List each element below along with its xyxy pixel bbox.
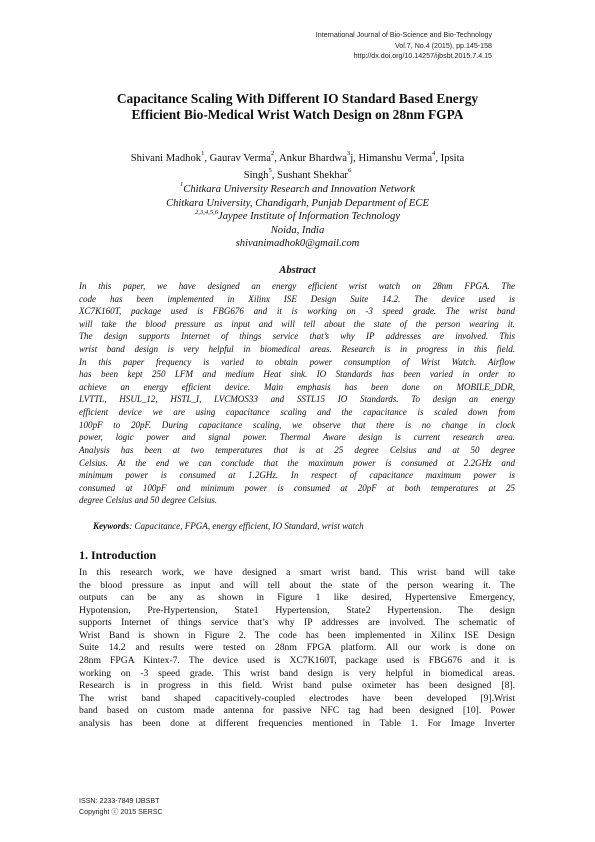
keywords-label: Keywords: [93, 521, 130, 531]
author-separator: ,: [271, 169, 278, 181]
title-line-1: Capacitance Scaling With Different IO Standard Based Energy: [116, 91, 479, 106]
abstract-line: efficient device we are using capacitance scaling and the capacitance is scaled down from: [79, 407, 515, 418]
author-separator: j,: [350, 153, 359, 164]
abstract-line: achieve an energy efficient device. Main emphasis has been done on MOBILE_DDR,: [79, 381, 515, 392]
journal-volume: Vol.7, No.4 (2015), pp.145-158: [394, 41, 492, 50]
author-name: Singh: [243, 169, 269, 181]
introduction-line: The wrist band shaped capacitively-coupled electrodes have been developed [9].Wrist: [79, 692, 515, 704]
introduction-line: Suite 14.2 and results were tested on 28nm FPGA platform. All our work is done on: [79, 642, 515, 654]
introduction-line: analysis has been done at different frequencies mentioned in Table 1. For Image Inverter: [79, 717, 515, 729]
affiliation-2-location: Noida, India: [270, 224, 325, 236]
author-list: [0, 151, 595, 184]
author-email[interactable]: shivanimadhok0@gmail.com: [235, 238, 360, 250]
author-affiliation-sup: 1: [201, 150, 205, 158]
affiliations: [0, 183, 595, 251]
abstract-line: power, logic power and signal power. Thermal Aware design is current research area.: [79, 432, 515, 443]
page-footer: [79, 796, 279, 817]
affiliation-1-sup: 1: [179, 181, 184, 189]
affiliation-2-text: Jaypee Institute of Information Technology: [218, 211, 401, 223]
introduction-body: [79, 567, 515, 730]
author-affiliation-sup: 6: [347, 166, 352, 174]
section-heading-introduction: 1. Introduction: [79, 548, 157, 562]
abstract-line: Celsius. At the end we can conclude that the maximum power is consumed at 2.2GHz and: [79, 457, 515, 468]
affiliation-2-sup: 2,3,4,5,6: [194, 208, 219, 216]
author-separator: ,: [435, 153, 441, 164]
author-name: Sushant Shekhar: [277, 169, 348, 181]
abstract-line: The design supports Internet of things service that’s why IP addresses are involved. This: [79, 331, 515, 342]
author-name: Himanshu Verma: [358, 153, 433, 164]
author-affiliation-sup: 2: [270, 150, 275, 158]
author-separator: ,: [204, 153, 210, 164]
author-line-2: [0, 168, 595, 185]
author-name: Gaurav Verma: [209, 153, 271, 164]
author-separator: ,: [274, 153, 279, 164]
abstract-line: consumed at 100pF and minimum power is consumed at 20pF at both temperatures at 25: [79, 482, 515, 493]
introduction-line: outputs can be any as shown in Figure 1 like desired, Hypertensive Emergency,: [79, 592, 515, 604]
journal-doi-link[interactable]: http://dx.doi.org/10.14257/ijbsbt.2015.7.4.15: [353, 52, 492, 61]
introduction-line: supports Internet of things service that’s why IP addresses are involved. The schematic of: [79, 617, 515, 629]
introduction-line: Wrist Band is shown in Figure 2. The code has been implemented in Xilinx ISE Design: [79, 629, 515, 641]
affiliation-1: [0, 183, 595, 197]
author-affiliation-sup: 4: [432, 150, 436, 158]
author-name: Ankur Bhardwa: [278, 153, 347, 164]
abstract-heading: Abstract: [279, 265, 316, 276]
abstract-body: [79, 280, 515, 507]
footer-issn: ISSN: 2233-7849 IJBSBT: [79, 797, 160, 805]
journal-header: [192, 30, 492, 62]
abstract-line: has been kept 250 LFM and medium Heat sink. IO Standards has been varied in order to: [79, 369, 515, 380]
author-affiliation-sup: 5: [268, 166, 272, 174]
introduction-line: 28nm FPGA Kintex-7. The device used is XC7K160T, package used is FBG676 and it is: [79, 654, 515, 666]
author-name: Shivani Madhok: [130, 153, 202, 164]
keywords-text: : Capacitance, FPGA, energy efficient, IO Standard, wrist watch: [129, 521, 364, 531]
affiliation-1-dept: Chitkara University, Chandigarh, Punjab Department of ECE: [166, 197, 429, 209]
abstract-line: 100pF to 20pF. During capacitance scaling, we observe that there is no change in clock: [79, 419, 515, 430]
affiliation-1-text: Chitkara University Research and Innovation Network: [183, 184, 416, 195]
journal-name: International Journal of Bio-Science and Bio-Technology: [315, 31, 492, 39]
author-affiliation-sup: 3: [346, 150, 351, 158]
abstract-line: In this paper frequency is varied to obtain power consumption of Wrist Watch. Airflow: [79, 356, 515, 367]
introduction-line: Research is in progress in this field. Wrist band pulse oximeter has been designed [8].: [79, 680, 515, 692]
abstract-line: Analysis has been at two temperatures that is at 25 degree Celsius and at 50 degree: [79, 444, 515, 455]
author-line-1: [0, 151, 595, 168]
affiliation-2: [0, 210, 595, 224]
introduction-line: Hypotension, Pre-Hypertension, State1 Hypertension, State2 Hypertension. The design: [79, 604, 515, 616]
abstract-line: code has been implemented in Xilinx ISE Design Suite 14.2. The device used is: [79, 293, 515, 304]
abstract-line: LVTTL, HSUL_12, HSTL_I, LVCMOS33 and SSTL15 IO Standards. To design an energy: [79, 394, 515, 405]
abstract-line: XC7K160T, package used is FBG676 and it is working on -3 speed grade. The wrist band: [79, 306, 515, 317]
introduction-line: band based on custom made antenna for passive NFC tag had been designed [10]. Power: [79, 705, 515, 717]
abstract-line: In this paper, we have designed an energy efficient wrist watch on 28nm FPGA. The: [79, 281, 515, 291]
introduction-line: In this research work, we have designed a smart wrist band. This wrist band will take: [79, 567, 515, 578]
paper-title: [0, 91, 595, 123]
title-line-2: Efficient Bio-Medical Wrist Watch Design on 28nm FGPA: [131, 107, 464, 123]
footer-copyright: Copyright ⓒ 2015 SERSC: [79, 807, 163, 816]
keywords: [93, 520, 523, 532]
introduction-line: the blood pressure as input and will tell about the state of the person wearing it. The: [79, 579, 515, 591]
author-name: Ipsita: [440, 153, 465, 164]
abstract-line: wrist band design is very helpful in biomedical areas. Research is in progress in this field.: [79, 344, 515, 355]
abstract-line: will take the blood pressure as input and will tell about the state of the person wearing it.: [79, 318, 515, 329]
introduction-line: working on -3 speed grade. This wrist band design is very helpful in biomedical areas.: [79, 667, 515, 679]
abstract-line: minimum power is consumed at 1.2GHz. In respect of capacitance maximum power is: [79, 470, 515, 481]
abstract-line: degree Celsius and 50 degree Celsius.: [79, 495, 218, 506]
